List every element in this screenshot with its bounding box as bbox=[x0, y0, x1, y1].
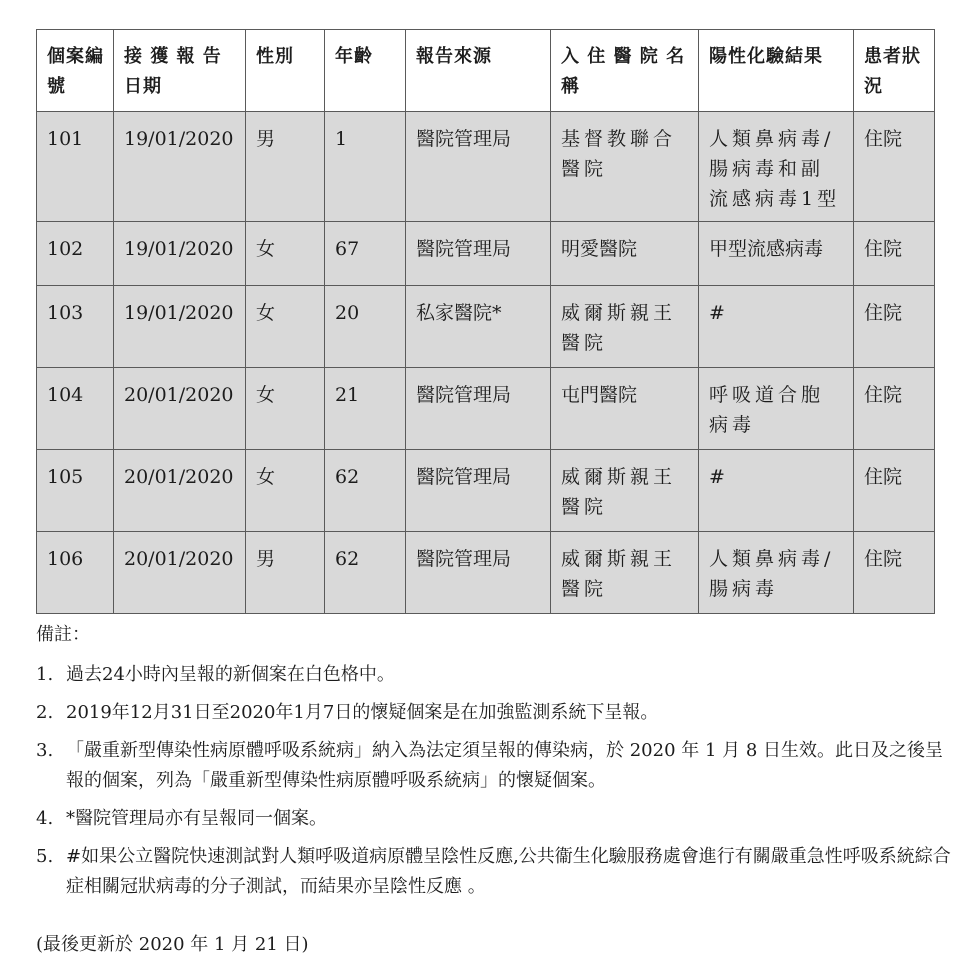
notes-heading: 備註： bbox=[36, 624, 90, 645]
cell-sex: 女 bbox=[246, 450, 325, 532]
cell-positive-result: 呼吸道合胞病毒 bbox=[699, 368, 854, 450]
table-row bbox=[37, 112, 935, 222]
note-item bbox=[36, 842, 956, 902]
note-item bbox=[36, 736, 956, 796]
header-report-date: 接 獲 報 告日期 bbox=[114, 30, 246, 112]
cell-sex: 男 bbox=[246, 532, 325, 614]
cell-report-source: 醫院管理局 bbox=[406, 368, 551, 450]
cell-sex: 女 bbox=[246, 286, 325, 368]
table-row bbox=[37, 532, 935, 614]
cell-patient-condition: 住院 bbox=[854, 222, 935, 286]
cell-hospital-name: 威爾斯親王醫院 bbox=[551, 532, 699, 614]
cell-positive-result: 人類鼻病毒/腸病毒和副流感病毒1型 bbox=[699, 112, 854, 222]
cell-case-number: 105 bbox=[37, 450, 114, 532]
cell-patient-condition: 住院 bbox=[854, 532, 935, 614]
table-row bbox=[37, 222, 935, 286]
header-positive-result: 陽性化驗結果 bbox=[699, 30, 854, 112]
cell-case-number: 102 bbox=[37, 222, 114, 286]
header-case-number: 個案編號 bbox=[37, 30, 114, 112]
note-number: 5. bbox=[36, 846, 54, 867]
note-text: *醫院管理局亦有呈報同一個案。 bbox=[66, 808, 327, 829]
header-age: 年齡 bbox=[325, 30, 406, 112]
cell-report-date: 19/01/2020 bbox=[114, 222, 246, 286]
note-item bbox=[36, 804, 956, 834]
note-text: #如果公立醫院快速測試對人類呼吸道病原體呈陰性反應,公共衞生化驗服務處會進行有關嚴重急性呼吸系統綜合症相關冠狀病毒的分子測試，而結果亦呈陰性反應 。 bbox=[66, 846, 951, 897]
cell-case-number: 106 bbox=[37, 532, 114, 614]
cell-positive-result: 甲型流感病毒 bbox=[699, 222, 854, 286]
cell-positive-result: # bbox=[699, 450, 854, 532]
header-patient-condition: 患者狀況 bbox=[854, 30, 935, 112]
note-text: 過去24小時內呈報的新個案在白色格中。 bbox=[66, 664, 395, 685]
note-item bbox=[36, 698, 956, 728]
cell-case-number: 101 bbox=[37, 112, 114, 222]
cell-sex: 男 bbox=[246, 112, 325, 222]
note-number: 1. bbox=[36, 664, 54, 685]
header-hospital-name: 入 住 醫 院 名稱 bbox=[551, 30, 699, 112]
last-updated: (最後更新於 2020 年 1 月 21 日) bbox=[36, 934, 309, 955]
case-table bbox=[36, 29, 935, 614]
cell-case-number: 103 bbox=[37, 286, 114, 368]
notes-section bbox=[36, 620, 956, 910]
cell-report-date: 20/01/2020 bbox=[114, 450, 246, 532]
cell-report-date: 20/01/2020 bbox=[114, 368, 246, 450]
cell-positive-result: 人類鼻病毒/腸病毒 bbox=[699, 532, 854, 614]
table-header-row bbox=[37, 30, 935, 112]
header-report-source: 報告來源 bbox=[406, 30, 551, 112]
cell-hospital-name: 威爾斯親王醫院 bbox=[551, 450, 699, 532]
cell-report-source: 醫院管理局 bbox=[406, 222, 551, 286]
note-number: 4. bbox=[36, 808, 54, 829]
notes-list bbox=[36, 660, 956, 902]
cell-patient-condition: 住院 bbox=[854, 286, 935, 368]
cell-age: 21 bbox=[325, 368, 406, 450]
cell-patient-condition: 住院 bbox=[854, 368, 935, 450]
cell-hospital-name: 基督教聯合醫院 bbox=[551, 112, 699, 222]
table-row bbox=[37, 450, 935, 532]
cell-patient-condition: 住院 bbox=[854, 112, 935, 222]
cell-sex: 女 bbox=[246, 222, 325, 286]
cell-report-source: 醫院管理局 bbox=[406, 532, 551, 614]
header-sex: 性別 bbox=[246, 30, 325, 112]
cell-age: 67 bbox=[325, 222, 406, 286]
cell-case-number: 104 bbox=[37, 368, 114, 450]
cell-sex: 女 bbox=[246, 368, 325, 450]
cell-report-date: 19/01/2020 bbox=[114, 286, 246, 368]
note-item bbox=[36, 660, 956, 690]
note-number: 3. bbox=[36, 740, 54, 761]
note-text: 2019年12月31日至2020年1月7日的懷疑個案是在加強監測系統下呈報。 bbox=[66, 702, 659, 723]
cell-report-source: 醫院管理局 bbox=[406, 112, 551, 222]
table-row bbox=[37, 368, 935, 450]
cell-patient-condition: 住院 bbox=[854, 450, 935, 532]
note-number: 2. bbox=[36, 702, 54, 723]
cell-positive-result: # bbox=[699, 286, 854, 368]
cell-age: 62 bbox=[325, 532, 406, 614]
cell-age: 1 bbox=[325, 112, 406, 222]
cell-report-source: 私家醫院* bbox=[406, 286, 551, 368]
cell-report-date: 19/01/2020 bbox=[114, 112, 246, 222]
cell-age: 20 bbox=[325, 286, 406, 368]
cell-age: 62 bbox=[325, 450, 406, 532]
cell-hospital-name: 明愛醫院 bbox=[551, 222, 699, 286]
cell-report-source: 醫院管理局 bbox=[406, 450, 551, 532]
table-row bbox=[37, 286, 935, 368]
cell-hospital-name: 屯門醫院 bbox=[551, 368, 699, 450]
cell-report-date: 20/01/2020 bbox=[114, 532, 246, 614]
note-text: 「嚴重新型傳染性病原體呼吸系統病」納入為法定須呈報的傳染病，於 2020 年 1 月 8 日生效。此日及之後呈報的個案，列為「嚴重新型傳染性病原體呼吸系統病」的懷疑個案。 bbox=[66, 740, 944, 791]
cell-hospital-name: 威爾斯親王醫院 bbox=[551, 286, 699, 368]
